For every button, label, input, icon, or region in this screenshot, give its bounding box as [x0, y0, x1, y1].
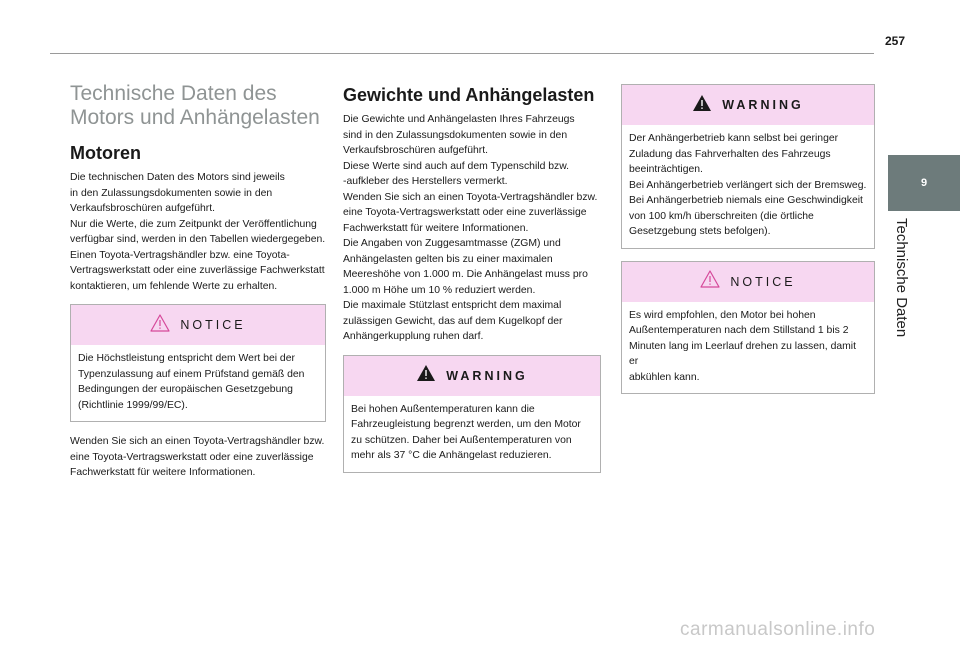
warning-box-header [622, 85, 874, 125]
warning-title: WARNING [722, 98, 804, 112]
warning-box-header [344, 356, 600, 396]
notice-box-header [71, 305, 325, 345]
engines-heading: Motoren [70, 143, 141, 163]
warning-text: Bei hohen Außentemperaturen kann die Fahrzeugleistung begrenzt werden, um den Motor zu schützen. Daher bei Außentemperaturen von mehr als 37 °C die Anhängelast reduzieren. [351, 403, 581, 461]
warning-outline-icon [150, 314, 170, 337]
warning-title: WARNING [446, 368, 528, 383]
notice-title: NOTICE [180, 318, 246, 332]
warning-text: Der Anhängerbetrieb kann selbst bei geringer Zuladung das Fahrverhalten des Fahrzeugs beeinträchtigen. Bei Anhängerbetrieb verlängert sich der Bremsweg. Bei Anhängerbetrieb niemals eine Geschwindigkeit von 100 km/h überschreiten (die örtliche Gesetzgebung stets befolgen). [629, 133, 867, 237]
weights-text: Die Gewichte und Anhängelasten Ihres Fahrzeugs sind in den Zulassungsdokumenten sowie in den Verkaufsbroschüren aufgeführt. Diese Werte sind auch auf dem Typenschild bzw. -aufkleber des Herstellers vermerkt. Wenden Sie sich an einen Toyota-Vertragshändler bzw. eine Toyota-Vertragswerkstatt oder eine zuverlässige Fachwerkstatt für weitere Informationen. Die Angaben von Zuggesamtmasse (ZGM) und Anhängelasten gelten bis zu einer maximalen Meereshöhe von 1.000 m. Die Anhängelast muss pro 1.000 m Höhe um 10 % reduziert werden. Die maximale Stützlast entspricht dem maximal zulässigen Gewicht, das auf dem Kugelkopf der Anhängerkupplung ruhen darf. [343, 114, 598, 342]
notice-title: NOTICE [730, 274, 796, 289]
contact-text: Wenden Sie sich an einen Toyota-Vertragshändler bzw. eine Toyota-Vertragswerkstatt oder eine zuverlässige Fachwerkstatt für weitere Informationen. [70, 436, 325, 478]
top-divider [50, 53, 874, 54]
warning-box [343, 355, 601, 473]
column-engine [70, 82, 326, 481]
chapter-tab[interactable]: 9 [888, 155, 960, 211]
notice-text: Es wird empfohlen, den Motor bei hohen Außentemperaturen nach dem Stillstand 1 bis 2 Minuten lang im Leerlauf drehen zu lassen, damit er abkühlen kann. [629, 309, 856, 383]
chapter-label-text: Technische Daten [893, 218, 910, 338]
watermark: carmanualsonline.info [680, 619, 876, 640]
notice-text: Die Höchstleistung entspricht dem Wert bei der Typenzulassung auf einem Prüfstand gemäß den Bedingungen der europäischen Gesetzgebung (Richtlinie 1999/99/EC). [78, 353, 305, 411]
warning-filled-icon [692, 94, 712, 117]
page-number: 257 [884, 34, 906, 48]
column-trailer [621, 82, 875, 394]
warning-outline-icon [700, 270, 720, 293]
chapter-label [893, 218, 913, 338]
weights-heading: Gewichte und Anhängelasten [343, 85, 595, 105]
notice-box [70, 304, 326, 422]
column-weights [343, 82, 601, 473]
notice-box-header [622, 262, 874, 302]
warning-filled-icon [416, 364, 436, 387]
notice-box [621, 261, 875, 395]
section-title: Technische Daten des Motors und Anhängelasten [70, 82, 320, 129]
engines-text: Die technischen Daten des Motors sind jeweils in den Zulassungsdokumenten sowie in den Verkaufsbroschüren aufgeführt. Nur die Werte, die zum Zeitpunkt der Veröffentlichung verfügbar sind, werden in den Tabellen wiedergegeben. Einen Toyota-Vertragshändler bzw. eine Toyota- Vertragswerkstatt oder eine zuverlässige Fachwerkstatt kontaktieren, um fehlende Werte zu erhalten. [70, 172, 326, 292]
warning-box [621, 84, 875, 249]
